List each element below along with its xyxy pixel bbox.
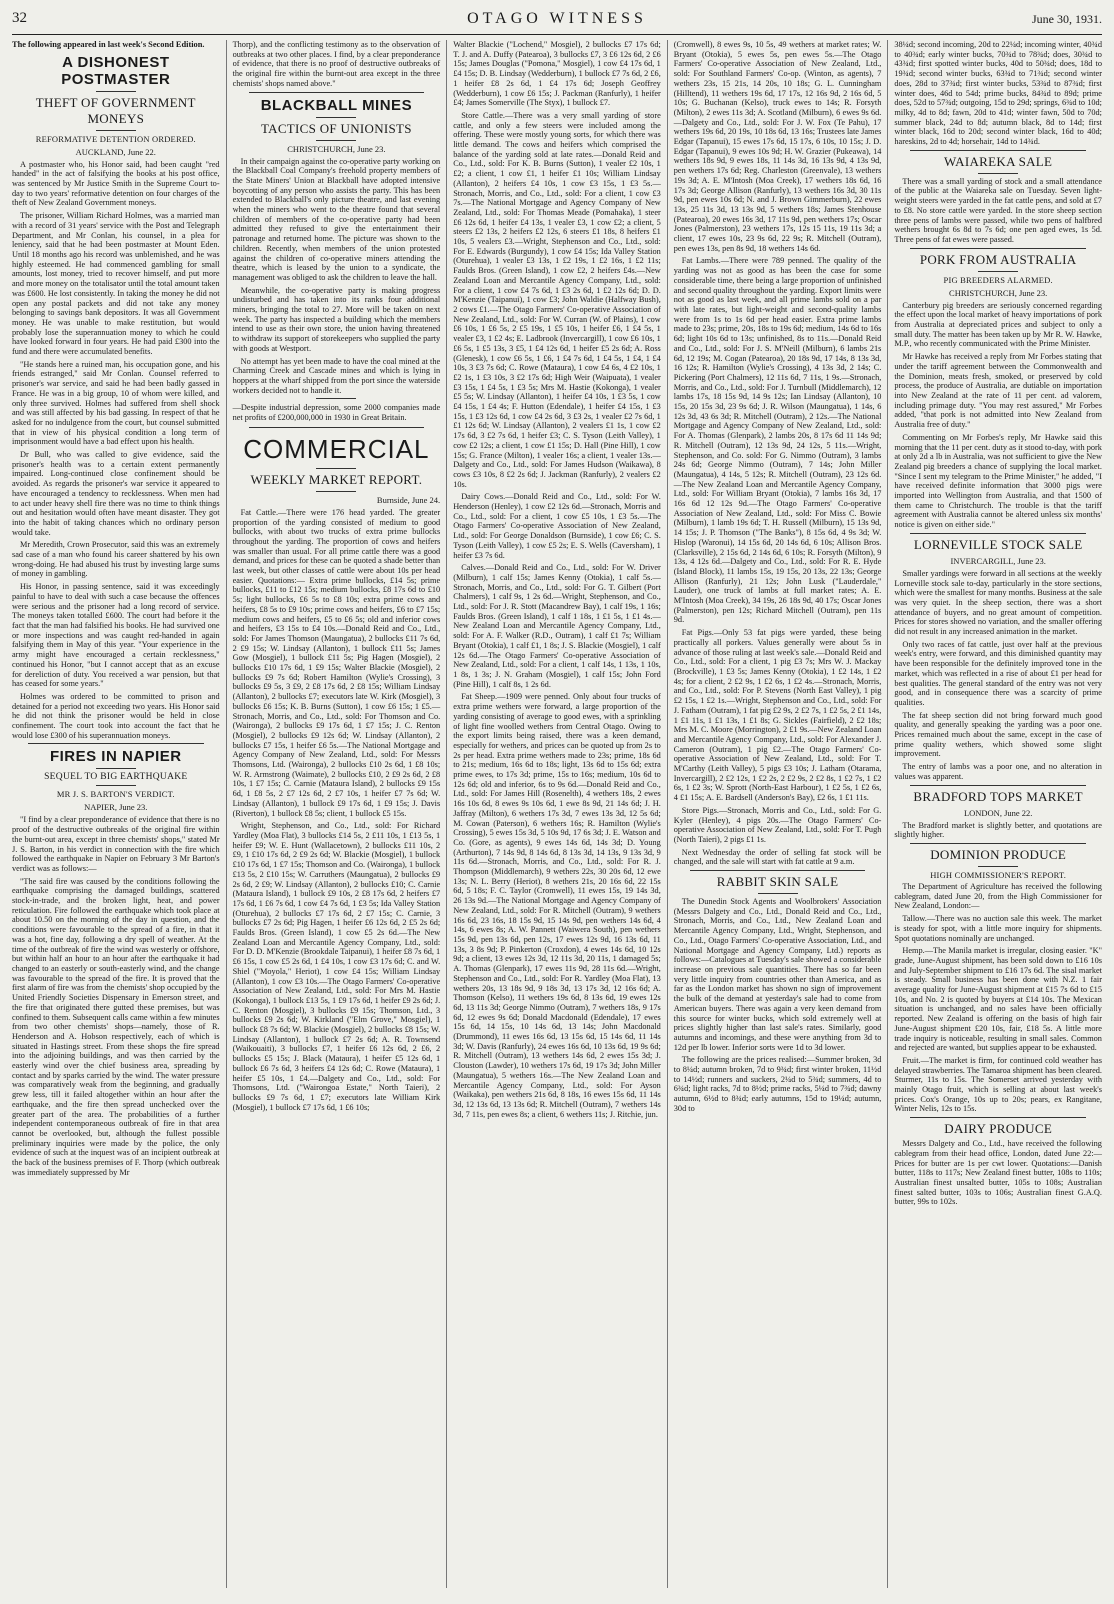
- issue-date: June 30, 1931.: [1032, 12, 1102, 26]
- article-paragraph: Walter Blackie ("Lochend," Mosgiel), 2 bullocks £7 17s 6d; T. J. and A. Duffy (Patearoa), 3 bullocks £7, 3 £6 12s 6d, 2 £6 15s; James Douglas ("Pomona," Mosgiel), 1 cow £4 17s 6d, 1 £4 15s; D. B. Lindsay (Wedderburn), 1 bullock £7 7s 6d, 2 £6, 1 heifer £8 2s 6d, 1 £4 17s 6d; Joseph Geoffrey (Wedderburn), 1 cow £6 15s; J. Packman (Ranfurly), 1 heifer £4; James Somerville (The Styx), 1 bullock £7.: [453, 40, 661, 108]
- headline-fires-in-napier: FIRES IN NAPIER: [49, 748, 182, 766]
- article-paragraph: The Dunedin Stock Agents and Woolbrokers' Association (Messrs Dalgety and Co., Ltd., Donald Reid and Co., Ltd., Stronach, Morris, and Co., Ltd., New Zealand Loan and Mercantile Agency Company, Ltd., Wright, Stephenson, and Co., Ltd., Otago Farmers' Co-operative Association, Ltd., and National Mortgage and Agency Company, Ltd.) reports as follows:—Catalogues at Tuesday's sale showed a considerable increase on previous sale quantities. There has so far been very little inquiry from countries other than America, and as far as the London market has shown no sign of improvement the bulk of the demand at yesterday's sale had to come from American buyers. There was again a very keen demand from this source for winter bucks, which sold extremely well at prices slightly higher than last sale's rates. Similarly, good autumns and incomings, and these were anything from 3d to 12d per lb lower. Inferior sorts were 1d to 3d lower.: [673, 897, 882, 1052]
- subhead-theft: THEFT OF GOVERNMENT MONEYS: [35, 94, 196, 126]
- article-paragraph: Fat Sheep.—1909 were penned. Only about four trucks of extra prime wethers were forward, a large proportion of the yarding consisting of average to good ewes, with a sprinkling of light fine woolled wethers from Central Otago. Owing to the export limits being raised, there was a keen demand, especially for wethers, and prices can be quoted up from 2s to 2s per head. Extra prime wethers made to 23s; prime, 18s 6d to 21s; medium, 16s 6d to 18s; light, 13s 6d to 15s 6d; extra prime ewes, to 17s 3d; prime, 15s to 16s; medium, 10s 6d to 12s 6d; old and inferior, 6s to 9s 6d.—Donald Reid and Co., Ltd., sold: For James Hill (Rosenelth), 4 wethers 18s, 2 ewes 16s 10s 6d, 8 ewes 9s 10s 6d, 1 ewe 8s 9d, 21 14s 6d; J. H. Jaffray (Milton), 6 wethers 17s 3d, 7 ewes 13s 3d, 12 5s 6d; M. Cowan (Paterson), 6 wethers 16s; R. Hamilton (Wylie's Crossing), 5 ewes 15s 3d, 5 10s 9d, 17 6s 3d; J. E. Watson and Co. (Gore, as agents), 9 ewes 14s 6d, 14s 3d; D. Young (Arthurton), 7 14s 9d, 8 14s 6d, 8 13s 3d, 14 13s, 9 13s 3d, 9 11s 6d.—Stronach, Morris, and Co., Ltd., sold: For R. J. Thompson (Middlemarch), 9 wethers 22s, 30 20s 6d, 12 ewe 13s; N. L. Berry (Heriot), 8 wethers 21s, 20 16s 6d, 22 15s 6d, 5 18s; F. C. Taylor (Cromwell), 11 ewes 15s, 19 14s 3d, 26 13s 9d.—The National Mortgage and Agency Company of New Zealand, Ltd., sold: For R. Mitchell (Outram), 9 wethers 16s 6d, 23 16s, 18 15s 9d, 15 14s 9d, pen wethers 14s 6d, 4 14s, 6 ewes 8s; A. W. Pannett (Waiwera South), pen wethers 15s 9d, pen 13s 6d, pen 12s, 17 ewes 12s 9d, 16 13s 6d, 11 13s, 3 8s 9d; P. Pinkerton (Croxdon), 4 ewes 14s 6d, 10 12s 9d; a client, 13 ewes 12s 3d, 12 11s 3d, 20 11s, 1 damaged 5s; A. Thomas (Glenpark), 17 ewes 11s 9d, 28 11s 6d.—Wright, Stephenson and Co., Ltd., sold: For R. Yardley (Moa Flat), 13 wethers 20s, 13 18s 9d, 9 18s 3d, 13 17s 3d, 12 16s 6d; A. Thomson (Kelso), 11 wethers 19s 6d, 8 13s 6d, 19 ewes 12s 6d, 13 11s 3d; George Nimmo (Outram), 7 wethers 18s, 9 17s 6d, 12 ewes 9s 6d; Donald Macdonald (Edendale), 17 ewes 15s 6d, 14 15s, 10 14s 6d, 13 14s; John Macdonald (Drummond), 11 ewes 16s 6d, 13 15s 6d, 15 14s 6d, 11 14s 3d; W. Davis (Ranfurly), 24 ewes 16s 6d, 10 13s 6d, 19 9s 6d; R. Mitchell (Outram), 13 wethers 14s 6d, 2 ewes 15s 3d; J. Clouston (Lawder), 10 wethers 17s 6d, 19 17s 3d; John Miller (Maungatua), 5 wethers 16s.—The New Zealand Loan and Mercantile Agency Company, Ltd., sold: For Ayson (Waikaka), pen wethers 21s 6d, 8 18s, 16 ewes 15s 6d, 11 14s 3d, 12 13s 6d, 13 13s 6d; R. Mitchell (Outram), 7 wethers 14s 3d, 7 11s, pen ewes 8s; a client, 6 wethers 11s; J. Ritchie, jun.: [453, 692, 661, 1119]
- subhead-high-commissioner: HIGH COMMISSIONER'S REPORT.: [930, 870, 1067, 880]
- headline-waiareka-sale: WAIAREKA SALE: [944, 153, 1053, 169]
- subhead-pig-breeders: PIG BREEDERS ALARMED.: [943, 274, 1053, 285]
- article-paragraph: Mr Meredith, Crown Prosecutor, said this was an extremely sad case of a man who found his career shattered by his own wrong-doing. He had abused his trust by investing large sums of money in gambling.: [12, 540, 220, 579]
- dateline: LONDON, June 22.: [963, 807, 1033, 818]
- article-paragraph: Meanwhile, the co-operative party is making progress undisturbed and has taken into its ranks four additional miners, bringing the total to 27. More will be taken on next week. The party has inspected a building which the members intend to use as their own store, the union having threatened to withdraw its support of storekeepers who supplied the party with goods at Westport.: [232, 285, 441, 353]
- divider: [690, 870, 866, 871]
- divider: [249, 427, 425, 428]
- headline-dishonest-postmaster: A DISHONEST POSTMASTER: [61, 53, 171, 88]
- article-paragraph: The fat sheep section did not bring forward much good quality, and generally speaking the yarding was a poor one. Prices remained much about the same, except in the case of prime quality wethers, which showed some slight improvement.: [894, 710, 1102, 759]
- divider: [910, 1117, 1086, 1118]
- article-paragraph: Canterbury pig breeders are seriously concerned regarding the effect upon the local market of heavy importations of pork from Australia at depreciated prices and subject to only a small duty. The matter has been taken up by Mr R. W. Hawke, M.P., who recently communicated with the Prime Minister.: [894, 300, 1102, 349]
- subhead-market-report: WEEKLY MARKET REPORT.: [250, 471, 423, 487]
- divider: [96, 130, 136, 131]
- article-paragraph: Wright, Stephenson, and Co., Ltd., sold: For Richard Yardley (Moa Flat), 3 bullocks £14 5s, 2 £11 10s, 1 £13 5s, 1 heifer £9; W. E. Hunt (Wallacetown), 2 bullocks £11 10s, 2 £9, 1 £10 17s 6d, 2 £9 2s 6d; W. Blackie (Mosgiel), 1 bullock £10 17s 6d, 1 £7 15s; Thomson and Co. (Waironga), 1 bullock £13 5s, 2 £10 15s; W. Carruthers (Maungatua), 2 bullocks £9 2s 6d, 2 £9; W. Lindsay (Allanton), 2 bullocks £10; C. Carnie (Mataura Island), 1 bullock £9 10s, 2 £8 17s 6d, 2 heifers £7 17s 6d, 1 £6 7s 6d, 1 cow £4 7s 6d, 1 £3 5s; Ida Valley Station (Oturehua), 2 bullocks £7 17s 6d, 2 £7 15s; C. Carnie, 3 bullocks £7 2s 6d; Pig Hagen, 1 heifer £6 12s 6d, 2 £5 2s 6d; Faulds Bros. (Green Island), 1 cow £5 2s 6d.—The New Zealand Loan and Mercantile Agency Company, Ltd., sold: For D. D. M'Kenzie (Brookdale Taipanui), 1 heifer £8 7s 6d, 1 £6 15s, 1 cow £5 2s 6d, 1 £4 10s, 1 cow £3 17s 6d; C. and W. Shiel ("Moyola," Heriot), 1 cow £4 15s; William Lindsay (Allanton), 1 cow £3 10s.—The Otago Farmers' Co-operative Association of New Zealand, Ltd., sold: For Mrs M. Hastie (Kokonga), 1 bullock £13 5s, 1 £9 17s 6d, 1 heifer £9 2s 6d; J. C. Renton (Mosgiel), 3 bullocks £9 15s; Thomson, Ltd., 3 bullocks £9 2s 6d; W. Kirkland ("Elm Grove," Mosgiel), 1 bullock £8 7s 6d; W. Blackie (Mosgiel), 2 bullocks £8 15s; W. Lindsay (Allanton), 1 bullock £7 2s 6d; A. R. Townsend (Waikouaiti), 3 bullocks £7, 1 heifer £6 12s 6d, 2 £6, 2 bullocks £5 15s; J. Black (Mataura), 1 heifer £5 12s 6d, 1 bullock £6 7s 6d, 3 heifers £4 12s 6d; C. Rowe (Mataura), 1 heifer £5 10s, 1 £4.—Dalgety and Co., Ltd., sold: For Thomsons, Ltd. ("Wairongoa Estate," North Taieri), 2 bullocks £9 7s 6d, 1 £7; executors late William Kirk (Mosgiel), 1 bullock £7 17s 6d, 1 £6 10s;: [232, 821, 441, 1112]
- article-paragraph: Mr Hawke has received a reply from Mr Forbes stating that under the tariff agreement between the Commonwealth and the Dominion, meats fresh, smoked, or preserved by cold process, the produce of Australia, are dutiable on importation into New Zealand at the rate of 11 per cent. ad valorem, including primage duty. "You may rest assured," Mr Forbes added, "that pork is not admitted into New Zealand from Australia free of duty.": [894, 352, 1102, 430]
- divider: [316, 398, 356, 399]
- divider: [758, 893, 798, 894]
- article-paragraph: Fruit.—The market is firm, for continued cold weather has delayed strawberries. The Tamaroa shipment has been cleared. Sturmer, 11s to 15s. The Somerset arrived yesterday with mainly Otago fruit, which is selling at about last week's prices. Cox's Orange, 10s up to 20s; pears, ex Rangitane, Winter Nelis, 12s to 15s.: [894, 1055, 1102, 1114]
- dateline: NAPIER, June 23.: [84, 802, 148, 813]
- headline-bradford-tops-market: BRADFORD TOPS MARKET: [913, 788, 1083, 804]
- headline-blackball-mines: BLACKBALL MINES: [260, 96, 413, 114]
- article-paragraph: Fat Cattle.—There were 176 head yarded. The greater proportion of the yarding consisted of medium to good bullocks, with about two trucks of extra prime bullocks throughout the yarding. The proportion of cows and heifers was smaller than usual. For all prime cattle there was a good demand, and prices for these can be quoted a shade better than last week, but other classes of cattle were about 10s per head easier. Quotations:— Extra prime bullocks, £14 5s; prime bullocks, £11 to £12 15s; medium bullocks, £8 17s 6d to £10 5s; light bullocks, £6 5s to £8 10s; extra prime cows and heifers, £8 5s to £9 10s; prime cows and heifers, £6 to £7 15s; medium cows and heifers, £5 to £6 5s; old and inferior cows and heifers, £3 15s to £4 10s.—Donald Reid and Co., Ltd., sold: For James Thomson (Maungatua), 2 bullocks £11 7s 6d, 2 £9 15s; W. Lindsay (Allanton), 1 bullock £11 5s; James Gow (Mosgiel), 1 bullock £11 5s; Pig Hagen (Mosgiel), 2 bullocks £10 17s 6d, 1 £9 15s; Walter Blackie (Mosgiel), 2 bullocks £9 7s 6d; Robert Hamilton (Wylie's Crossing), 3 bullocks £9 5s, 3 £9, 2 £8 17s 6d, 2 £8 15s; William Lindsay (Allanton), 2 bullocks £7; executors late W. Kirk (Mosgiel), 3 bullocks £6 15s; K. B. Burns (Sutton), 1 cow £6 15s; 1 £5.—Stronach, Morris, and Co., Ltd., sold: For Thomson and Co. (Waironga), 2 bullocks £9 17s 6d, 1 £7 15s; J. C. Renton (Mosgiel), 2 bullocks £9 12s 6d; W. Lindsay (Allanton), 2 bullocks £7 15s, 1 heifer £6 5s.—The National Mortgage and Agency Company of New Zealand, Ltd., sold: For Messrs Thomsons, Ltd. (Waironga), 2 bullocks £10 2s 6d, 1 £8 10s; W. R. Armstrong (Waimate), 2 bullocks £10, 2 £9 2s 6d, 2 £8 10s, 1 £7 15s; C. Carnie (Mataura Island), 2 bullocks £9 15s 6d, 1 £8 5s, 2 £7 12s 6d, 2 £7 10s, 1 heifer £7 7s 6d; W. Lindsay (Allanton), 1 bullock £9 17s 6d, 1 £9 15s; J. Davis (Riverton), 1 bullock £8 5s; client, 1 bullock £5 15s.: [232, 507, 441, 818]
- column-4: [667, 40, 888, 1588]
- subhead-reformative: REFORMATIVE DETENTION ORDERED.: [35, 133, 196, 144]
- divider: [28, 743, 204, 744]
- subhead-tactics: TACTICS OF UNIONISTS: [260, 120, 412, 136]
- article-paragraph: His Honor, in passing sentence, said it was exceedingly painful to have to deal with such a case because the offences were serious and the prisoner had a long record of service. The moneys taken totalled £600. The court had before it the fact that the man had falsified his books. He had survived one or more inspections and was caught red-handed in again falsifying them in May of this year. "Your experience in the army might have encouraged a certain recklessness," continued his Honor, "but I cannot accept that as an excuse for dereliction of duty. You received a war pension, but that has ceased for some years.": [12, 582, 220, 689]
- column-2: [226, 40, 447, 1588]
- divider: [910, 150, 1086, 151]
- article-paragraph: "The said fire was caused by the conditions following the earthquake comprising the damaged buildings, scattered stock-in-trade, and the broken light, heat, and power reticulation. Fire followed the earthquake which took place at about 10.50 on the morning of the day in question, and the conditions were favourable to the spread of a fire, in that it was a hot, fine day, following a dry spell of weather. At the time of the outbreak of fire the wind was westerly or offshore, but within half an hour to an hour after the earthquake it had changed to an easterly or south-easterly wind, and the change was favourable to the spread of the fire. It is proved that the first alarm of fire was from the chemists' shop occupied by the United Friendly Societies Dispensary in Emerson street, and the fire that originated there gutted these premises, but was confined to them. Subsequent calls came within a few minutes from two other chemists' shops—namely, those of R. Henderson and A. Hobson respectively, each of which is situated in Hastings street. From these shops the fire spread into the adjoining buildings, and was then carried by the easterly wind over the chief business area, spreading by contact and by sparks carried by the wind. The water pressure was comparatively weak from the beginning, and gradually grew less, till it failed altogether within an hour after the earthquake, and the fire then spread unchecked over the greater part of the area. The probabilities of a further independent contemporaneous outbreak of fire in that area cannot be overlooked, but, although the fullest possible preliminary inquiries were made by the police, the only evidence of such at the inquest was of an incipient outbreak at the back of the business premises of F. Thorp (which outbreak was immediately suppressed by Mr: [12, 876, 220, 1177]
- article-paragraph: A postmaster who, his Honor said, had been caught "red handed" in the act of falsifying the books at his post office, was sentenced by Mr Justice Smith in the Supreme Court to-day to two years' reformative detention on four charges of the theft of New Zealand Government moneys.: [12, 159, 220, 208]
- divider: [96, 768, 136, 769]
- dateline: CHRISTCHURCH, June 23.: [287, 143, 386, 154]
- divider: [978, 866, 1018, 867]
- article-paragraph: Hemp.—The Manila market is irregular, closing easier. "K" grade, June-August shipment, has been sold down to £16 10s and July-September shipment to £16 17s 6d. The sisal market is steady. Small business has been done with N.Z. 1 fair average quality for June-August shipment at £15 7s 6d to £15 10s, and No. 2 is quoted by buyers at £14 10s. The Mexican situation is unchanged, and no sales have been officially reported. New Zealand is offering on the basis of high fair June-August shipment £20 10s, fair, £18 5s. A little more trade inquiry is noticeable, resulting in small sales. Common and rejected are wanted, but supplies appear to be exhausted.: [894, 946, 1102, 1053]
- column-3: [446, 40, 667, 1588]
- article-paragraph: Dr Bull, who was called to give evidence, said the prisoner's health was to a certain extent permanently impaired. Long-continued close confinement should be avoided. As regards the prisoner's war service it appeared to have encouraged a tendency to recklessness. When men had to act under heavy shell fire there was no time to think things out and hesitation would often have meant disaster. They got into the habit of taking chances which no ordinary person would take.: [12, 450, 220, 537]
- article-paragraph: Dairy Cows.—Donald Reid and Co., Ltd., sold: For W. Henderson (Henley), 1 cow £2 12s 6d.—Stronach, Morris and Co., Ltd., sold: For a client, 1 cow £5 10s, 1 £3 5s.—The Otago Farmers' Co-operative Association of New Zealand, Ltd., sold: For George Donaldson (Burnside), 1 cow £6; C. S. Tyson (Leith Valley), 1 cow £5 2s; E. S. Wells (Caversham), 1 heifer £3 7s 6d.: [453, 492, 661, 560]
- article-paragraph: Holmes was ordered to be committed to prison and detained for a period not exceeding two years. His Honor said he did not think the prisoner would be held in close confinement. The court took into account the fact that he would lose £300 of his superannuation moneys.: [12, 691, 220, 740]
- dateline: Burnside, June 24.: [376, 494, 441, 505]
- divider: [316, 140, 356, 141]
- divider: [910, 843, 1086, 844]
- subhead-verdict: MR J. S. BARTON'S VERDICT.: [56, 789, 175, 800]
- article-paragraph: There was a small yarding of stock and a small attendance of the public at the Waiareka sale on Tuesday. Seven light-weight steers were yarded in the fat cattle pens, and sold at £7 to £8. No store cattle were yarded. In the store sheep section three pens of lambs were passed, while two pens of halfbred wethers brought 6s 8d to 7s 6d; one pen aged ewes, 1s 5d. Three pens of fat ewes were passed.: [894, 176, 1102, 244]
- article-paragraph: Calves.—Donald Reid and Co., Ltd., sold: For W. Driver (Milburn), 1 calf 15s; James Kenny (Otokia), 1 calf 5s.—Stronach, Morris, and Co., Ltd., sold: For G. T. Gilbert (Port Chalmers), 1 calf 9s, 1 2s 6d.—Wright, Stephenson, and Co., Ltd., sold: For J. R. Stott (Macandrew Bay), 1 calf 19s, 1 16s; Faulds Bros. (Green Island), 1 calf 1 18s, 1 £1 5s, 1 £1 4s.—New Zealand Loan and Mercantile Agency Company, Ltd., sold: For A. F. Walker (R.D., Outram), 1 calf £1 7s; William Bryant (Otokia), 1 calf £1, 1 8s; J. S. Blackie (Mosgiel), 1 calf 12s 6d.—The Otago Farmers' Co-operative Association of New Zealand, Ltd., sold: For a client, 1 calf 14s, 1 13s, 1 10s, 1 8s, 1 3s; J. N. Graham (Mosgiel), 1 calf 15s; John Ford (Pine Hill), 1 calf 8s, 1 2s 6d.: [453, 563, 661, 689]
- columns: [12, 40, 1102, 1588]
- filler-note: —Despite industrial depression, some 2000 companies made net profits of £200,000,000 in 1930 in Great Britain.: [232, 403, 441, 423]
- newspaper-title: OTAGO WITNESS: [467, 10, 647, 27]
- article-paragraph: Tallow.—There was no auction sale this week. The market is steady for spot, with a little more inquiry for shipments. Spot quotations nominally are unchanged.: [894, 914, 1102, 943]
- dateline: CHRISTCHURCH, June 23.: [949, 287, 1048, 298]
- article-paragraph: Fat Lambs.—There were 789 penned. The quality of the yarding was not as good as has been the case for some considerable time, there being a large proportion of unfinished and second quality throughout the yarding. Export limits were not as good as last week, and all prime lambs sold on a par with late rates, but light-weight and second-quality lambs were from 1s to 1s 6d per head easier. Extra prime lambs made to 23s; prime, 20s, 18s to 19s 6d; medium, 14s 6d to 16s 6d; light 10s 6d to 13s; unfinished, 8s to 11s.—Donald Reid and Co., Ltd., sold: For J. S. M'Neill (Milburn), 6 lambs 21s 6d, 12 19s; M. Cogan (Patearoa), 20 18s 9d, 17 14s, 8 13s 3d, 16 12s; R. Hamilton (Wylie's Crossing), 4 13s 3d, 2 14s; C. Pickering (Port Chalmers), 12 11s 6d, 7 11s, 1 9s.—Stronach, Morris, and Co., Ltd., sold: For J. Turnbull (Middlemarch), 12 lambs 17s, 18 15s 9d, 14 9s 12s; Ian Lindsay (Allanton), 10 15s, 20 15s 3d, 23 9s 6d; J. R. Wilson (Maungatua), 1 14s, 6 12s 3d, 43 6s 3d; R. Mitchell (Outram), 2 12s.—The National Mortgage and Agency Company of New Zealand, Ltd., sold: For A. Thomas (Glenpark), 2 lambs 20s, 8 17s 6d 11 14s 9d; R. Mitchell (Outram), 12 13s 9d, 24 12s, 5 11s.—Wright, Stephenson, and Co. sold: For G. Nimmo (Outram), 3 lambs 24s 6d; George Nimmo (Outram), 7 14s; John Miller (Maungatua), 4 14s, 5 12s; R. Mitchell (Outram), 23 12s 6d.—The New Zealand Loan and Mercantile Agency Company, Ltd., sold: For William Bryant (Otokia), 7 lambs 16s 3d, 17 16s 6d 12 12s 9d.—The Otago Farmers' Co-operative Association of New Zealand, Ltd., sold: For Miss C. Bowie (Milburn), 1 lamb 19s 6d; T. H. Russell (Milburn), 15 13s 9d, 14 15s; J. P. Thomson ("The Banks"), 8 15s 6d, 4 9s 3d; W. Hislop (Waronui), 14 15s 6d, 20 14s 6d, 6 10s; Allison Bros. (Clarksville), 2 15s 6d, 2 14s 6d, 6 10s; R. Forsyth (Milton), 9 13s, 4 12s 6d.—Dalgety and Co., Ltd., sold: For R. E. Hyde (Island Block), 11 lambs 15s, 19 15s, 20 13s, 22 13s; George Allison (Ranfurly), 21 12s; John Lusk ("Lauderdale," Lauder), one truck of lambs at full market rates; A. E. M'Intosh (Moa Creek), 34 19s, 26 18s 9d, 40 17s; Oscar Jones (Palmerston), pen 12s; Richard Mitchell (Outram), pen 11s 9d.: [673, 256, 882, 625]
- article-paragraph: Fat Pigs.—Only 53 fat pigs were yarded, these being practically all porkers. Values generally were about 5s in advance of those ruling at last week's sale.—Donald Reid and Co., Ltd., sold: For a client, 1 pig £3 7s; Mrs W. J. Mackay (Brockville), 1 £3 5s; James Kenny (Otokia), 1 £2 14s, 1 £2 4s; for a client, 2 £2 9s, 1 £2 6s, 1 £2 4s.—Stronach, Morris, and Co., Ltd., sold: For P. Stevens (North East Valley), 1 pig £2 15s, 1 £2 1s.—Wright, Stephenson and Co., Ltd., sold: For J. Fatham (Outram), 1 fat pig £2 9s, 2 £2 7s, 1 £2 5s, 2 £1 14s, 1 £1 11s, 1 £1 13s, 1 £1 8s; G. Sickles (Fairfield), 2 £2 18s; Mrs M. C. Moore (Morrington), 2 £1 9s.—New Zealand Loan and Mercantile Agency Company, Ltd., sold: For Alexander J. Cameron (Outram), 1 pig £2.—The Otago Farmers' Co-operative Association of New Zealand, Ltd., sold: For T. M'Carthy (Leith Valley), 5 pigs £3 10s; J. Latham (Otarama, Invercargill), 2 £2 12s, 1 £2 2s, 2 £2 9s, 2 £2 8s, 1 £2 7s, 1 £2 6s, 1 £2 3s; W. Sprott (North-East Harbour), 1 £2 5s, 1 £2 6s, 4 £1 15s; A. E. Bardsell (Anderson's Bay), £2 6s, 1 £1 11s.: [673, 628, 882, 803]
- article-paragraph: Commenting on Mr Forbes's reply, Mr Hawke said this morning that the 11 per cent. duty as it stood to-day, with pork at only 2d a lb in Australia, was not sufficient to give the New Zealand pig breeders a chance of supplying the local market. "Since I sent my telegram to the Prime Minister," he added, "I have received definite information that 3000 pigs were imported into Wellington from Australia, and that 1500 of them came to Christchurch. The trouble is that the tariff agreement with Australia cannot be altered unless six months' notice is given on either side.": [894, 432, 1102, 530]
- headline-pork-from-australia: PORK FROM AUSTRALIA: [919, 251, 1077, 267]
- article-paragraph: The Department of Agriculture has received the following cablegram, dated June 20, from the High Commissioner for New Zealand, London:—: [894, 882, 1102, 911]
- article-paragraph: No attempt has yet been made to have the coal mined at the Charming Creek and Cascade mines and which is lying in hoppers at the wharf shipped from the port since the waterside workers decided not to handle it.: [232, 356, 441, 395]
- divider: [316, 117, 356, 118]
- divider: [316, 491, 356, 492]
- subhead-earthquake: SEQUEL TO BIG EARTHQUAKE: [44, 772, 188, 783]
- divider: [249, 92, 425, 93]
- article-paragraph: (Cromwell), 8 ewes 9s, 10 5s, 49 wethers at market rates; W. Bryant (Otokia), 5 ewes 5s, pen ewes 5s.—The Otago Farmers' Co-operative Association of New Zealand, Ltd., sold: For Southland Farmers' Co-op. (Winton, as agents), 7 wethers 23s, 15 21s, 14 20s, 10 18s; G. L. Cunningham (Hilltend), 11 wethers 19s 6d, 17 17s, 12 16s 9d, 2 16s 6d, 5 10s; G. Buchanan (Kelso), truck ewes to 14s; R. Forsyth (Milton), 2 ewes 11s 3d; A. Scotland (Milburn), 6 ewes 9s 6d.—Dalgety and Co., Ltd., sold: For J. W. Fox (Te Pahu), 17 wethers 19s 6d, 20 19s, 10 18s 6d, 13 16s; Trustees late James Edgar (Tapanui), 15 ewes 17s 6d, 15 17s, 6 10s, 10 15s; J. D. Edgar (Tapanui), 9 ewes 10s 9d; H. W. Grazier (Pukeawa), 14 wethers 18s 9d, 9 ewes 18s, 11 14s 3d, 16 13s 9d, 4 13s 9d, pen wethers 17s 6d; Reg. Charleston (Greenvale), 13 wethers 19s 3d; A. E. M'Intosh (Moa Creek), 17 wethers 18s 6d, 16 17s 3d; George Allison (Ranfurly), 13 wethers 16s 3d, 30 11s 9d, pen ewes 10s 6d; N. and J. Brown Gimmerburn), 22 ewes 13s, 25 11s 3d, 13 13s 9d, 5 wethers 18s; James Stenhouse (Patearoa), 20 ewes 16s 3d, 17 11s 9d, pen wethers 17s; Oscar Jones (Palmerston), 23 wethers 17s, 12s 15 11s, 19 11s 3d; a client, 17 ewes 10s, 23 9s 6d, 22 9s; R. Mitchell (Outram), pen ewes 13s, pen 8s 9d, 18 wethers 14s 6d.: [673, 40, 882, 253]
- article-paragraph: "He stands here a ruined man, his occupation gone, and his friends estranged," said Mr Conlan. Counsel referred to prisoner's war service, and said he had been badly gassed in France. He was in a big group, 10 of whom were killed, and only three survived. Holmes had suffered from shell shock and was still affected by his bad gassing. In respect of that he asked for no indulgence from the court, but counsel submitted that in view of his physical condition a long term of imprisonment would have a bad effect upon his health.: [12, 359, 220, 447]
- article-paragraph: Store Cattle.—There was a very small yarding of store cattle, and only a few steers were included among the offering. These were mostly young sorts, for which there was little demand. The cows and heifers which comprised the balance of the yarding sold at late rates.—Donald Reid and Co., Ltd., sold: For K. B. Burns (Sutton), 1 vealer £2 10s, 1 £2; a client, 1 cow £1, 1 heifer £1 10s; William Lindsay (Allanton), 2 heifers £4 10s, 1 cow £3 15s, 1 £3 5s.—Stronach, Morris, and Co., Ltd., sold: For a client, 1 cow £3 7s.—The National Mortgage and Agency Company of New Zealand, Ltd., sold: For Thomas Meade (Pomahaka), 1 steer £6 12s 6d, 1 heifer £4 13s, 1 vealer £3, 1 cow £2; a client, 5 steers £2 13s, 2 heifers £2 12s, 6 steers £1 18s, 8 heifers £1 10s, 5 vealers £3.—Wright, Stephenson and Co., Ltd., sold: For E. Edwards (Burgundy), 1 cow £4 15s; Ida Valley Station (Oturehua), 1 vealer £3 13s, 1 £2 19s, 1 £2 16s, 1 £2 11s; Faulds Bros. (Green Island), 1 cow £2, 2 heifers £4s.—New Zealand Loan and Mercantile Agency Company, Ltd., sold: For a client, 1 cow £4 7s 6d, 1 £3 2s 6d, 1 £2 12s 6d; D. D. M'Kenzie (Taipanui), 1 cow £3; John Waldie (Halfway Bush), 2 cows £1.—The Otago Farmers' Co-operative Association of New Zealand, Ltd., sold: For W. Curran (W. of Plains), 1 cow £6 10s, 1 £6 5s, 2 £5 19s, 1 £5 10s, 1 heifer £6, 1 £4 5s, 1 vealer £3, 1 £2 4s; E. Ladbrook (Invercargill), 1 cow £6 10s, 1 £6 5s, 1 £5 13s, 3 £5, 1 £4 12s 6d, 1 heifer £5 2s 6d; A. Ross (Glenesk), 1 cow £6 5s, 1 £6, 1 £4 7s 6d, 1 £4 5s, 1 £4, 1 £4 10s, 3 £3 7s 6d; C. Rowe (Mataura), 1 cow £4 6s, 4 £2 10s, 1 £2 1s, 1 £3 10s, 3 £2 17s 6d; High Weir (Waipuata), 1 vealer £3 15s, 1 £4 5s, 1 £3 5s; Mrs M. Hastie (Kokonga), 1 vealer £5 5s; W. Lindsay (Allanton), 1 heifer £4 10s, 1 £3 5s, 1 cow £4 15s, 1 £4 4s; F. Hutton (Edendale), 1 heifer £4 15s, 1 £3 15s, 1 £3 12s 6d, 1 cow £4 2s 6d, 3 £3 2s, 1 vealer £2 7s 6d, 1 £1 12s 6d; W. Lindsay (Allanton), 2 vealers £1 1s, 1 cow £2 17s 6d, 3 £2 7s 6d, 1 heifer £3; C. S. Tyson (Leith Valley), 1 cow £2 12s; a client, 1 cow £1 15s; D. Hall (Pine Hill), 1 cow 15s; G. France (Milton), 1 vealer 16s; a client, 1 vealer 13s.—Dalgety and Co., Ltd., sold: For James Hudson (Waikawa), 8 cows £3 10s, 8 £2 2s 6d; J. Jackman (Ranfurly), 2 vealers £2 10s.: [453, 110, 661, 489]
- page-number: 32: [12, 10, 27, 26]
- headline-dominion-produce: DOMINION PRODUCE: [930, 847, 1067, 862]
- newspaper-page: [12, 8, 1102, 1588]
- article-paragraph: The prisoner, William Richard Holmes, was a married man with a record of 31 years' service with the Post and Telegraph Department, and Mr Conlan, his counsel, in a plea for leniency, said that he had been postmaster at Mount Eden. Until 18 months ago his record was unblemished, and he was highly esteemed. He had commenced gambling for small amounts, lost money, tried to recover himself, and put more and more money on the totalisator until the total amount taken was £600. He lost consistently. In taking the money he did not open any postal packets and did not take any money belonging to savings bank depositors. It was all Government money. He was unable to make restitution, but would probably lose the superannuation money to which he could have looked forward in four years. He had paid £300 into the fund and there were accumulated benefits.: [12, 211, 220, 357]
- masthead: [12, 8, 1102, 35]
- article-paragraph: Store Pigs.—Stronach, Morris and Co., Ltd., sold: For G. Kyler (Henley), 4 pigs 20s.—The Otago Farmers' Co-operative Association of New Zealand, Ltd., sold: For T. Pugh (North Taieri), 2 pigs £1 1s.: [673, 805, 882, 844]
- divider: [96, 91, 136, 92]
- divider: [910, 533, 1086, 534]
- article-paragraph: Smaller yardings were forward in all sections at the weekly Lorneville stock sale to-day, particularly in the store sections, which were the smallest for many months. Business at the sale was very quiet. In the sheep section, there was a short attendance of buyers, and no great amount of competition. Prices for stores showed no variation, and the smaller offering did not result in any increased animation in the market.: [894, 568, 1102, 637]
- article-paragraph: "I find by a clear preponderance of evidence that there is no proof of the destructive outbreaks of the original fire within the burnt-out area, except in three chemists' shops," stated Mr J. S. Barton, in his verdict in connection with the fire which followed the earthquake in Napier on February 3 Mr Barton's verdict was as follows:—: [12, 815, 220, 873]
- article-paragraph: The following are the prices realised:—Summer broken, 3d to 8¼d; autumn broken, 7d to 9¾d; first winter broken, 11½d to 14½d; runners and suckers, 2¼d to 5¾d; summers, 4d to 6¾d; light racks, 7d to 8½d; prime racks, 5¼d to 7¾d; dawny autumn, 6½d to 8¾d; early autumns, 15d to 19¼d; autumn, 30d to: [673, 1055, 882, 1113]
- dateline: AUCKLAND, June 22.: [75, 146, 156, 157]
- divider: [910, 248, 1086, 249]
- article-paragraph: Messrs Dalgety and Co., Ltd., have received the following cablegram from their head office, London, dated June 22:—Prices for butter are 1s per cwt lower. Quotations:—Danish butter, 118s to 117s; New Zealand finest butter, 108s to 110s; Australian finest unsalted butter, 105s to 108s; Australian finest salted butter, 103s to 106s; Australian finest G.A.Q. butter, 99s to 102s.: [894, 1139, 1102, 1207]
- divider: [316, 468, 356, 469]
- headline-rabbit-skin-sale: RABBIT SKIN SALE: [716, 874, 839, 890]
- column-1: [12, 40, 226, 1588]
- article-paragraph: In their campaign against the co-operative party working on the Blackball Coal Company's freehold property members of the State Miners' Union at Blackball have adopted intensive boycotting of any person who assists the party. This has been extended to Blackball's only picture theatre, and last evening when the miners who went to the theatre found that several children of members of the co-operative party had been admitted they refused to give the entertainment their patronage and returned home. The picture was shown to the children. Recently, when members of the union protested against the children of co-operative miners attending the theatre, which is leased by the union to a syndicate, the management was obliged to ask the children to leave the hall.: [232, 156, 441, 282]
- article-paragraph: Thorp), and the conflicting testimony as to the observation of outbreaks at two other places. I find, by a clear preponderance of evidence, that there is no proof of destructive outbreaks of the original fire within the burnt-out area except in the three chemists' shops named above.": [232, 40, 441, 88]
- article-paragraph: Only two races of fat cattle, just over half at the previous week's entry, were forward, and this diminished quantity may have been responsible for the definitely improved tone in the market, which was reflected in a rise of about £1 per head for best qualities. The general standard of the entry was not very good, and in consequence there was a scarcity of prime qualities.: [894, 639, 1102, 707]
- edition-note: The following appeared in last week's Second Edition.: [12, 40, 205, 49]
- section-heading-commercial: COMMERCIAL: [243, 433, 430, 464]
- article-paragraph: The Bradford market is slightly better, and quotations are slightly higher.: [894, 820, 1102, 840]
- article-paragraph: The entry of lambs was a poor one, and no alteration in values was apparent.: [894, 762, 1102, 781]
- headline-dairy-produce: DAIRY PRODUCE: [944, 1121, 1053, 1137]
- article-paragraph: Next Wednesday the order of selling fat stock will be changed, and the sale will start with fat cattle at 9 a.m.: [673, 847, 882, 867]
- dateline: INVERCARGILL, June 23.: [950, 555, 1046, 566]
- divider: [910, 785, 1086, 786]
- article-paragraph: 38¼d; second incoming, 20d to 22¼d; incoming winter, 40¾d to 40¾d; early winter bucks, 70¾d to 78¾d; does, 30¾d to 43¾d; first spotted winter bucks, 40d to 50¾d; does, 18d to 19¾d; second winter bucks, 63¾d to 71¾d; second winter does, 28d to 37¾d; first winter bucks, 53¾d to 87¾d; first winter does, 46d to 54d; prime bucks, 84¾d to 89d; prime does, 52d to 57¾d; outgoing, 15d to 29d; springs, 6¾d to 10d; milky, 4d to 8d; fawn, 20d to 41d; winter fawn, 50d to 70d; summer black, 24d to 8d; autumn black, 8d to 14d; first winter black, 16d to 20d; second winter black, 16d to 40d; hareskins, 2d to 4d; horsehair, 14d to 14¾d.: [894, 40, 1102, 147]
- column-5: [887, 40, 1102, 1588]
- divider: [978, 271, 1018, 272]
- headline-lorneville-stock-sale: LORNEVILLE STOCK SALE: [913, 536, 1083, 552]
- divider: [978, 173, 1018, 174]
- divider: [96, 785, 136, 786]
